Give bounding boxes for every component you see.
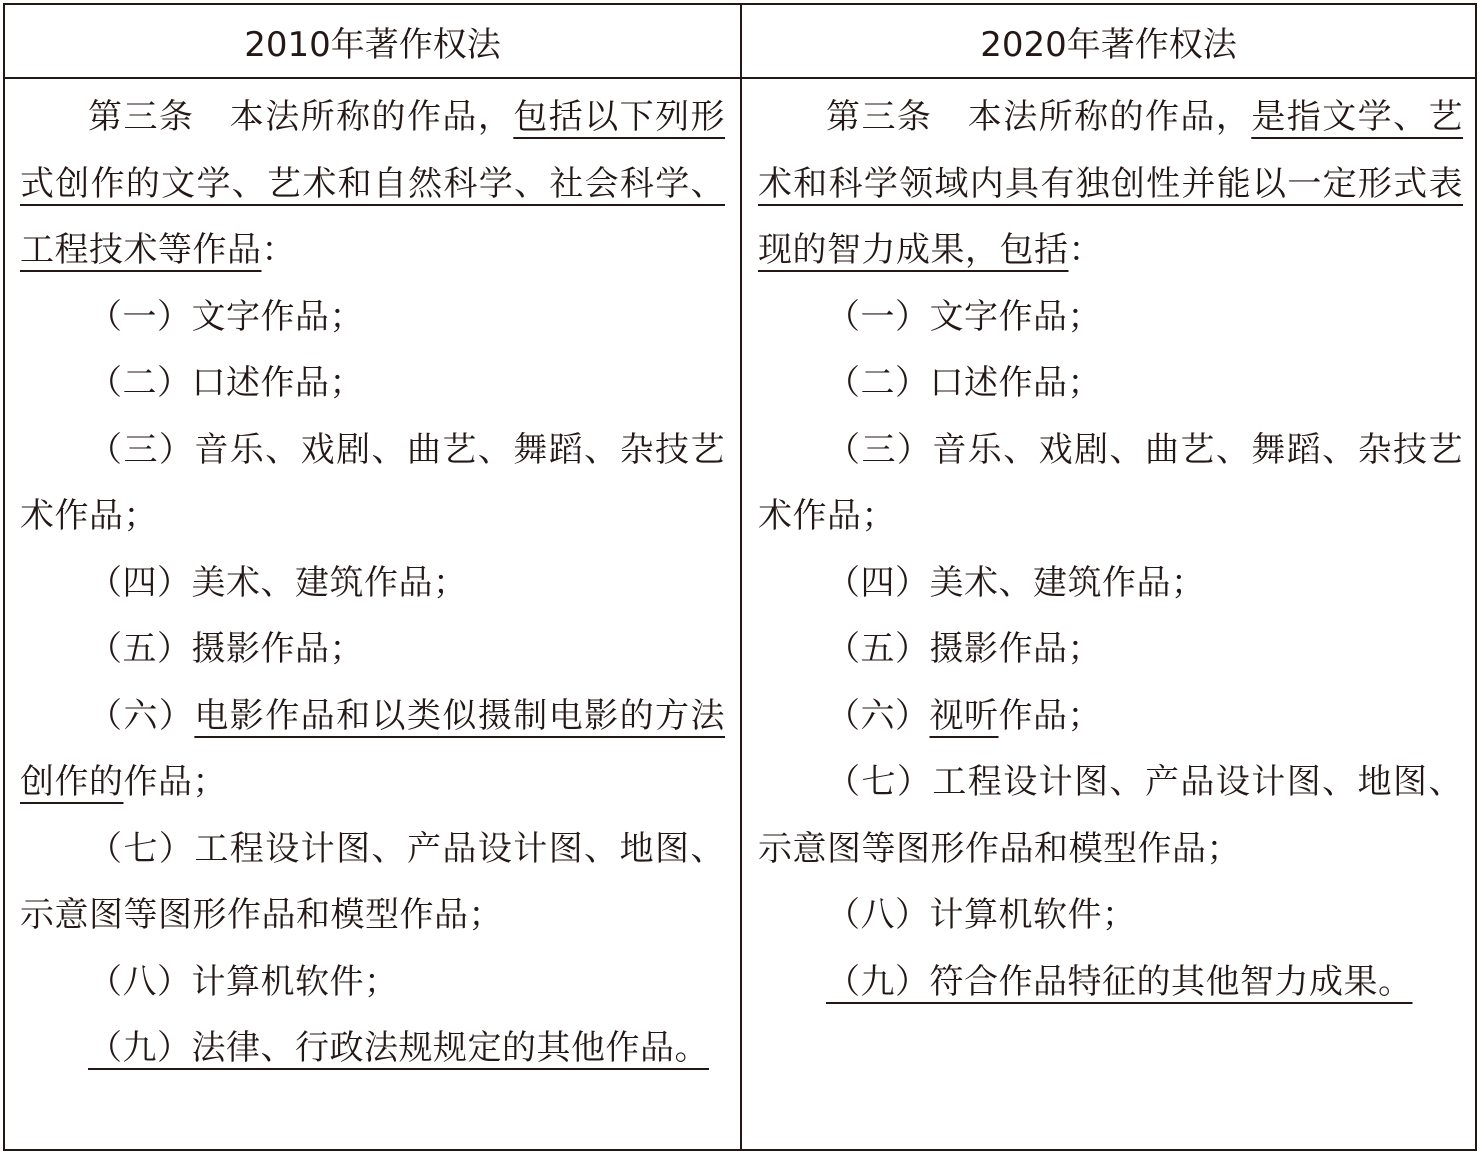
header-divider: [3, 77, 1477, 79]
list-item: （二）口述作品；: [88, 363, 364, 403]
item6-changed-text: 视听: [929, 695, 999, 736]
list-item: （三）音乐、戏剧、曲艺、舞蹈、杂技艺术作品；: [758, 429, 1463, 536]
list-item-9: [758, 949, 1463, 1016]
article-intro: [20, 84, 725, 284]
item6-prefix: （六）: [826, 695, 930, 736]
article-title: 第三条: [88, 97, 195, 137]
list-item-6: [758, 683, 1463, 750]
intro-end: ：: [261, 230, 296, 270]
list-item: （一）文字作品；: [826, 296, 1102, 337]
list-item: （八）计算机软件；: [826, 895, 1137, 935]
article-title: 第三条: [826, 97, 933, 137]
item6-changed-text: 电影作品和以类似摄制电影的方法创作的: [20, 695, 726, 802]
list-item: （七）工程设计图、产品设计图、地图、示意图等图形作品和模型作品；: [758, 762, 1463, 869]
intro-end: ：: [1068, 230, 1103, 270]
intro-changed-text: 包括以下列形式创作的文学、艺术和自然科学、社会科学、工程技术等作品: [20, 97, 726, 270]
list-item: （三）音乐、戏剧、曲艺、舞蹈、杂技艺术作品；: [20, 429, 725, 536]
intro-plain: 本法所称的作品，: [194, 97, 514, 137]
list-item: （二）口述作品；: [826, 363, 1102, 403]
intro-changed-text: 是指文学、艺术和科学领域内具有独创性并能以一定形式表现的智力成果，包括: [758, 97, 1464, 270]
item6-prefix: （六）: [88, 695, 195, 736]
header-2010: 2010年著作权法: [244, 24, 501, 65]
column-2010: [20, 84, 725, 1082]
column-2020: [758, 84, 1463, 1015]
list-item-6: [20, 683, 725, 816]
header-2020: 2020年著作权法: [980, 24, 1237, 65]
list-item: （五）摄影作品；: [826, 629, 1102, 669]
list-item: （七）工程设计图、产品设计图、地图、示意图等图形作品和模型作品；: [20, 828, 725, 935]
list-item: （五）摄影作品；: [88, 629, 364, 669]
article-intro: [758, 84, 1463, 284]
list-item: （四）美术、建筑作品；: [88, 562, 468, 603]
list-item: （一）文字作品；: [88, 296, 364, 337]
list-item: （四）美术、建筑作品；: [826, 562, 1206, 603]
intro-plain: 本法所称的作品，: [932, 97, 1252, 137]
item9-changed-text: （九）符合作品特征的其他智力成果。: [826, 961, 1413, 1002]
list-item-9: [20, 1015, 725, 1082]
column-divider: [740, 3, 742, 1151]
item6-suffix: 作品；: [123, 762, 227, 802]
item6-suffix: 作品；: [998, 695, 1102, 736]
list-item: （八）计算机软件；: [88, 961, 399, 1002]
item9-changed-text: （九）法律、行政法规规定的其他作品。: [88, 1028, 709, 1068]
